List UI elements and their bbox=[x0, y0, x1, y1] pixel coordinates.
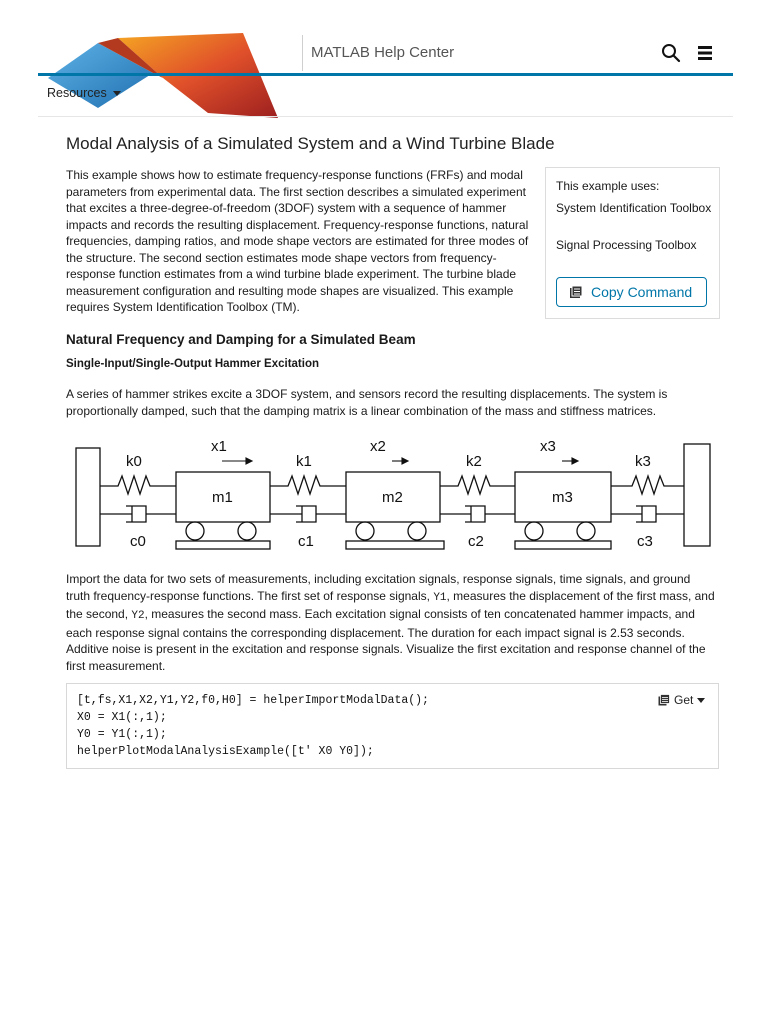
subsection-heading: Single-Input/Single-Output Hammer Excitation bbox=[66, 358, 320, 370]
header-divider bbox=[302, 35, 303, 71]
chevron-down-icon bbox=[697, 698, 705, 703]
copy-icon bbox=[658, 694, 670, 706]
code-block[interactable] bbox=[66, 683, 719, 769]
hammer-excitation-paragraph: A series of hammer strikes excite a 3DOF system, and sensors record the resulting displacements. The system is proportionally damped, such that the damping matrix is a linear combination of the mass and stiffness matrices. bbox=[66, 387, 668, 418]
inline-code-y1: Y1 bbox=[433, 591, 447, 604]
damper-label-c3: c3 bbox=[637, 533, 653, 550]
resources-dropdown[interactable] bbox=[47, 86, 121, 100]
subnav-divider bbox=[38, 116, 733, 117]
search-icon[interactable] bbox=[661, 43, 681, 63]
example-uses-box bbox=[545, 167, 720, 319]
mass-label-m3: m3 bbox=[552, 489, 573, 506]
copy-icon bbox=[569, 285, 583, 299]
hamburger-menu-icon[interactable] bbox=[696, 44, 714, 62]
section-heading: Natural Frequency and Damping for a Simulated Beam bbox=[66, 332, 416, 347]
chevron-down-icon bbox=[113, 91, 121, 96]
code-line-4: helperPlotModalAnalysisExample([t' X0 Y0]); bbox=[77, 745, 374, 758]
displacement-label-x1: x1 bbox=[211, 438, 227, 455]
displacement-label-x3: x3 bbox=[540, 438, 556, 455]
intro-paragraph: This example shows how to estimate frequency-response functions (FRFs) and modal parameters from experimental data. The first section describes a simulated experiment that excites a three-degree-of-freedom (3DOF) system with a sequence of hammer impacts and records the resulting displacement. Frequency-response functions, natural frequencies, damping ratios, and mode shape vectors are estimated for three modes of the structure. The second section estimates mode shape vectors from frequency-response function estimates from a wind turbine blade experiment. The turbine blade measurement configuration and resulting mode shapes are visualized. This example requires System Identification Toolbox (TM). bbox=[66, 168, 529, 314]
import-data-text-1: Import the data for two sets of measurements, including excitation signals, response signals, time signals, and ground truth frequency-response functions. The first set of response signals, bbox=[66, 572, 691, 603]
import-data-text-3: , measures the second mass. Each excitation signal consists of ten concatenated hammer impacts, and each response signal contains the corresponding displacement. The duration for each impact signal is 2.53 seconds. Additive noise is present in the excitation and response signals. Visualize the first excitation and response channel of the first measurement. bbox=[66, 607, 706, 673]
mass-label-m1: m1 bbox=[212, 489, 233, 506]
damper-label-c0: c0 bbox=[130, 533, 146, 550]
page-title: Modal Analysis of a Simulated System and a Wind Turbine Blade bbox=[66, 134, 555, 153]
get-code-label: Get bbox=[674, 693, 694, 707]
site-header bbox=[38, 33, 733, 77]
displacement-label-x2: x2 bbox=[370, 438, 386, 455]
resources-label: Resources bbox=[47, 86, 107, 100]
toolbox-link-signal-processing[interactable]: Signal Processing Toolbox bbox=[556, 238, 697, 252]
spring-label-k0: k0 bbox=[126, 453, 142, 470]
import-data-text-2: , measures the displacement of the first mass, and the second, bbox=[66, 588, 715, 621]
code-line-3: Y0 = Y1(:,1); bbox=[77, 728, 167, 741]
mass-label-m2: m2 bbox=[382, 489, 403, 506]
spring-label-k1: k1 bbox=[296, 453, 312, 470]
spring-label-k2: k2 bbox=[466, 453, 482, 470]
import-data-paragraph bbox=[66, 571, 716, 674]
header-accent-rule bbox=[38, 73, 733, 76]
toolbox-link-system-identification[interactable]: System Identification Toolbox bbox=[556, 201, 712, 215]
mass-spring-damper-diagram bbox=[66, 436, 716, 556]
spring-label-k3: k3 bbox=[635, 453, 651, 470]
code-line-1: [t,fs,X1,X2,Y1,Y2,f0,H0] = helperImportModalData(); bbox=[77, 694, 429, 707]
help-center-title[interactable]: MATLAB Help Center bbox=[311, 44, 455, 61]
copy-command-label: Copy Command bbox=[591, 284, 693, 300]
copy-command-button[interactable] bbox=[556, 277, 707, 307]
code-line-2: X0 = X1(:,1); bbox=[77, 711, 167, 724]
damper-label-c2: c2 bbox=[468, 533, 484, 550]
damper-label-c1: c1 bbox=[298, 533, 314, 550]
example-uses-title: This example uses: bbox=[556, 179, 660, 193]
inline-code-y2: Y2 bbox=[131, 610, 145, 622]
get-code-button[interactable] bbox=[658, 693, 705, 707]
